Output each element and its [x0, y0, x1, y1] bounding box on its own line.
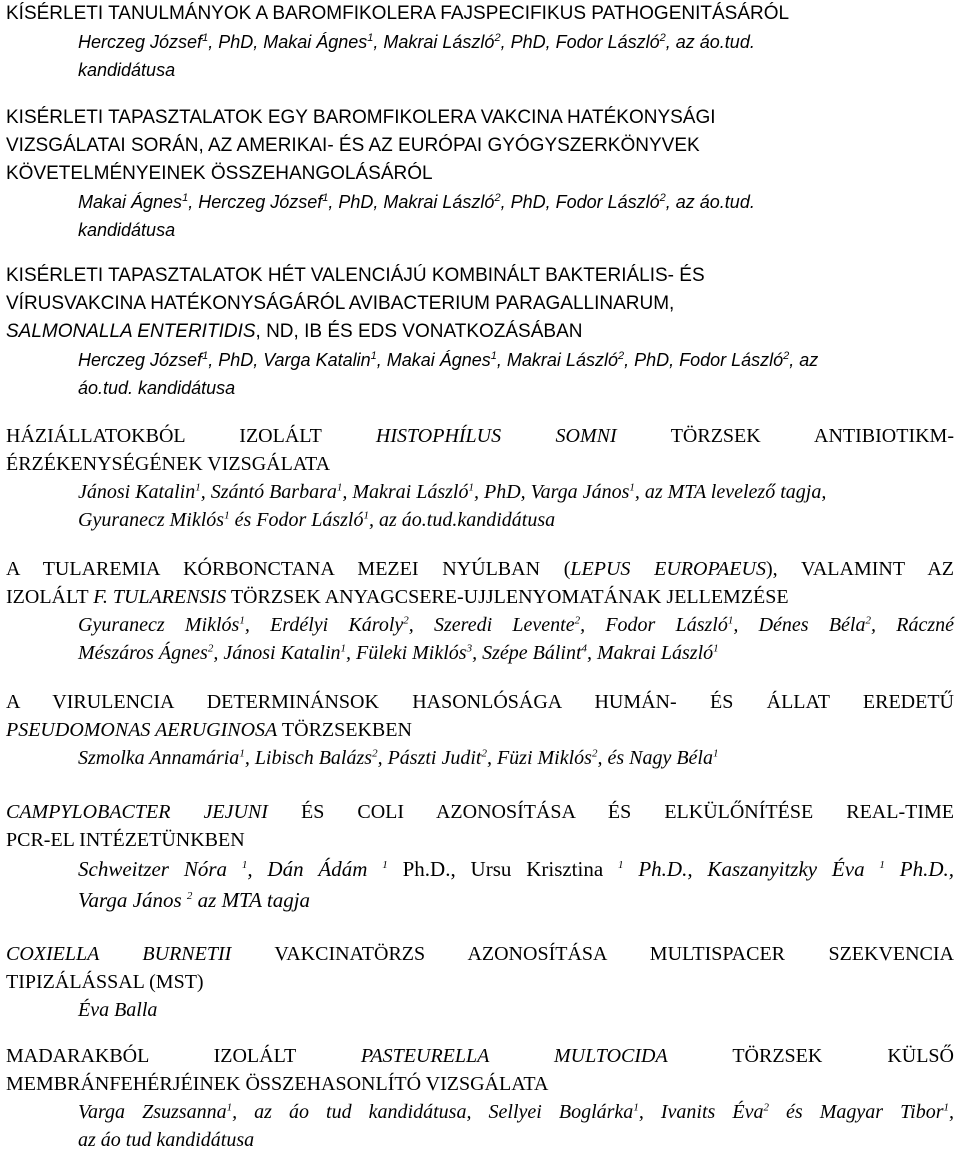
title-line: VÍRUSVAKCINA HATÉKONYSÁGÁRÓL AVIBACTERIUM PARAGALLINARUM,	[6, 293, 675, 314]
author-text: Gyuranecz Miklós	[78, 509, 225, 531]
entry-title	[6, 555, 954, 611]
authors-line	[78, 1098, 954, 1126]
author-text: , Szeredi Levente	[408, 614, 575, 636]
title-line	[6, 940, 954, 968]
affiliation-mark: 1	[633, 1101, 639, 1114]
title-line: KISÉRLETI TAPASZTALATOK HÉT VALENCIÁJÚ KOMBINÁLT BAKTERIÁLIS- ÉS	[6, 265, 705, 286]
author-text: Ph.D., Kaszanyitzky Éva	[623, 857, 880, 881]
entry-title	[6, 262, 954, 346]
authors-line: Éva Balla	[78, 999, 158, 1021]
entry-authors	[6, 744, 954, 772]
author-text: , PhD, Varga Katalin	[208, 350, 371, 370]
author-text: kandidátusa	[78, 220, 176, 240]
author-text: , Libisch Balázs	[244, 747, 373, 769]
title-text: TÖRZSEK ANTIBIOTIKM-	[670, 425, 954, 447]
authors-line	[78, 639, 954, 667]
author-text: , Dénes Béla	[733, 614, 866, 636]
author-text: , PhD, Fodor László	[500, 32, 660, 52]
affiliation-mark: 1	[713, 642, 719, 655]
author-text: és Magyar Tibor	[768, 1101, 944, 1123]
affiliation-mark: 1	[490, 350, 497, 362]
authors-line	[78, 506, 954, 534]
author-text: , az áo tud kandidátusa, Sellyei Boglárka	[232, 1101, 634, 1123]
author-text: ,	[949, 1101, 954, 1123]
species-name: CAMPYLOBACTER JEJUNI	[6, 801, 268, 823]
entry-title	[6, 0, 954, 28]
title-line	[6, 583, 954, 611]
author-text: Makai Ágnes	[78, 192, 183, 212]
title-line: TIPIZÁLÁSSAL (MST)	[6, 971, 204, 993]
title-line: ÉRZÉKENYSÉGÉNEK VIZSGÁLATA	[6, 453, 331, 475]
affiliation-mark: 1	[879, 859, 885, 871]
affiliation-mark: 2	[591, 747, 598, 760]
affiliation-mark: 3	[466, 642, 473, 655]
affiliation-mark: 2	[403, 614, 409, 627]
author-text: , az áo.tud.kandidátusa	[368, 509, 556, 531]
species-name: SALMONALLA ENTERITIDIS	[6, 321, 256, 342]
entry-authors	[6, 1098, 954, 1154]
title-text: ÉS COLI AZONOSÍTÁSA ÉS ELKÜLŐNÍTÉSE REAL-TIME	[267, 801, 954, 823]
entry-title	[6, 688, 954, 744]
entry-4	[6, 422, 954, 534]
title-text: VAKCINATÖRZS AZONOSÍTÁSA MULTISPACER SZEKVENCIA	[231, 943, 954, 965]
author-text: , Szépe Bálint	[472, 642, 582, 664]
affiliation-mark: 2	[494, 192, 501, 204]
affiliation-mark: 1	[370, 350, 377, 362]
author-text: , Makrai László	[373, 32, 495, 52]
entry-3	[6, 262, 954, 402]
author-text: , Pászti Judit	[377, 747, 482, 769]
affiliation-mark: 2	[207, 642, 214, 655]
title-line: KISÉRLETI TAPASZTALATOK EGY BAROMFIKOLERA VAKCINA HATÉKONYSÁGI	[6, 107, 716, 128]
affiliation-mark: 1	[224, 509, 230, 522]
author-text: Varga János	[78, 888, 187, 912]
authors-line	[78, 744, 954, 772]
author-text: , az	[789, 350, 819, 370]
entry-title	[6, 1042, 954, 1098]
affiliation-mark: 1	[943, 1101, 949, 1114]
entry-5	[6, 555, 954, 667]
author-text: , Füleki Miklós	[346, 642, 467, 664]
affiliation-mark: 1	[226, 1101, 233, 1114]
entry-7	[6, 798, 954, 916]
author-text: Herczeg József	[78, 32, 203, 52]
affiliation-mark: 2	[372, 747, 378, 760]
author-text: , Dán Ádám	[247, 857, 383, 881]
affiliation-mark: 1	[618, 859, 624, 871]
affiliation-mark: 1	[340, 642, 347, 655]
entry-title	[6, 422, 954, 478]
affiliation-mark: 1	[336, 481, 343, 494]
entry-title	[6, 940, 954, 996]
author-text: , PhD, Makrai László	[328, 192, 495, 212]
affiliation-mark: 2	[574, 614, 581, 627]
entry-authors	[6, 996, 954, 1024]
author-text: , Ivanits Éva	[638, 1101, 764, 1123]
entry-authors	[6, 346, 954, 402]
affiliation-mark: 1	[195, 481, 201, 494]
authors-line	[78, 854, 954, 885]
author-text: Schweitzer Nóra	[78, 857, 242, 881]
entry-authors	[6, 611, 954, 667]
author-text: , Szántó Barbara	[200, 481, 337, 503]
affiliation-mark: 1	[367, 32, 374, 44]
entry-2	[6, 104, 954, 244]
title-text: MADARAKBÓL IZOLÁLT	[6, 1045, 361, 1067]
author-text: és Fodor László	[229, 509, 364, 531]
title-line	[6, 318, 954, 346]
affiliation-mark: 2	[763, 1101, 769, 1114]
affiliation-mark: 2	[783, 350, 790, 362]
affiliation-mark: 1	[239, 747, 245, 760]
author-text: , az áo.tud.	[665, 192, 755, 212]
author-text: , Ráczné	[870, 614, 954, 636]
entry-authors	[6, 854, 954, 916]
affiliation-mark: 4	[581, 642, 588, 655]
title-line	[6, 555, 954, 583]
entry-authors	[6, 28, 954, 84]
affiliation-mark: 2	[481, 747, 487, 760]
affiliation-mark: 1	[727, 614, 734, 627]
affiliation-mark: 2	[186, 890, 193, 902]
species-name: COXIELLA BURNETII	[6, 943, 232, 965]
title-text: TÖRZSEKBEN	[277, 719, 412, 741]
title-text: HÁZIÁLLATOKBÓL IZOLÁLT	[6, 425, 376, 447]
entry-8	[6, 940, 954, 1024]
author-text: , az MTA levelező tagja,	[634, 481, 827, 503]
affiliation-mark: 1	[241, 859, 248, 871]
species-name: HISTOPHÍLUS SOMNI	[375, 425, 617, 447]
title-text: IZOLÁLT	[6, 586, 94, 608]
author-text: , PhD, Varga János	[473, 481, 630, 503]
author-text: , Makrai László	[496, 350, 618, 370]
author-text: , Fodor László	[580, 614, 728, 636]
title-text: ), VALAMINT AZ	[765, 558, 954, 580]
authors-line	[78, 478, 954, 506]
affiliation-mark: 1	[629, 481, 635, 494]
affiliation-mark: 1	[363, 509, 369, 522]
title-text: TÖRZSEK ANYAGCSERE-UJJLENYOMATÁNAK JELLEMZÉSE	[226, 586, 789, 608]
title-line: A VIRULENCIA DETERMINÁNSOK HASONLÓSÁGA HUMÁN- ÉS ÁLLAT EREDETŰ	[6, 691, 954, 713]
title-line: KÍSÉRLETI TANULMÁNYOK A BAROMFIKOLERA FAJSPECIFIKUS PATHOGENITÁSÁRÓL	[6, 3, 790, 24]
title-line	[6, 422, 954, 450]
affiliation-mark: 1	[322, 192, 329, 204]
title-line	[6, 716, 954, 744]
entry-1	[6, 0, 954, 84]
title-line	[6, 1042, 954, 1070]
affiliation-mark: 1	[382, 859, 388, 871]
species-name: LEPUS EUROPAEUS	[570, 558, 766, 580]
species-name: PSEUDOMONAS AERUGINOSA	[6, 719, 278, 741]
entry-authors	[6, 478, 954, 534]
entry-authors	[6, 188, 954, 244]
species-name: F. TULARENSIS	[93, 586, 227, 608]
author-text: , Makai Ágnes	[376, 350, 491, 370]
affiliation-mark: 1	[468, 481, 474, 494]
author-text: , az áo.tud.	[665, 32, 755, 52]
author-text: , PhD, Fodor László	[624, 350, 784, 370]
title-line: PCR-EL INTÉZETÜNKBEN	[6, 829, 245, 851]
entry-6	[6, 688, 954, 772]
author-text: , Erdélyi Károly	[244, 614, 404, 636]
entry-title	[6, 798, 954, 854]
author-text: , Makrai László	[342, 481, 469, 503]
title-line: KÖVETELMÉNYEINEK ÖSSZEHANGOLÁSÁRÓL	[6, 163, 433, 184]
author-text: , Füzi Miklós	[486, 747, 592, 769]
title-line: MEMBRÁNFEHÉRJÉINEK ÖSSZEHASONLÍTÓ VIZSGÁLATA	[6, 1073, 549, 1095]
author-text: Mészáros Ágnes	[78, 642, 208, 664]
author-text: az MTA tagja	[192, 888, 311, 912]
author-text: , PhD, Fodor László	[500, 192, 660, 212]
author-text: áo.tud. kandidátusa	[78, 378, 236, 398]
title-text: TÖRZSEK KÜLSŐ	[732, 1045, 954, 1067]
author-text: , PhD, Makai Ágnes	[208, 32, 368, 52]
affiliation-mark: 1	[202, 350, 209, 362]
author-text: Herczeg József	[78, 350, 203, 370]
author-text: kandidátusa	[78, 60, 176, 80]
author-text: Varga Zsuzsanna	[78, 1101, 227, 1123]
title-line	[6, 798, 954, 826]
entry-9	[6, 1042, 954, 1154]
title-text: , ND, IB ÉS EDS VONATKOZÁSÁBAN	[255, 321, 583, 342]
author-text: , és Nagy Béla	[597, 747, 713, 769]
affiliation-mark: 1	[202, 32, 209, 44]
title-line: VIZSGÁLATAI SORÁN, AZ AMERIKAI- ÉS AZ EURÓPAI GYÓGYSZERKÖNYVEK	[6, 135, 700, 156]
author-text: Szmolka Annamária	[78, 747, 240, 769]
author-text: , Makrai László	[587, 642, 714, 664]
affiliation-mark: 1	[239, 614, 245, 627]
title-text: A TULAREMIA KÓRBONCTANA MEZEI NYÚLBAN (	[6, 558, 571, 580]
affiliation-mark: 2	[659, 32, 666, 44]
affiliation-mark: 2	[494, 32, 501, 44]
affiliation-mark: 2	[617, 350, 625, 362]
affiliation-mark: 2	[659, 192, 666, 204]
affiliation-mark: 1	[712, 747, 719, 760]
authors-line	[78, 611, 954, 639]
affiliation-mark: 2	[865, 614, 871, 627]
author-text: Jánosi Katalin	[78, 481, 196, 503]
authors-line: az áo tud kandidátusa	[78, 1129, 255, 1151]
author-text: Ph.D., Ursu Krisztina	[387, 857, 619, 881]
author-text: Ph.D.,	[884, 857, 954, 881]
authors-line	[78, 885, 954, 916]
species-name: PASTEURELLA MULTOCIDA	[360, 1045, 668, 1067]
author-text: Gyuranecz Miklós	[78, 614, 240, 636]
author-text: , Jánosi Katalin	[213, 642, 341, 664]
author-text: , Herczeg József	[188, 192, 323, 212]
affiliation-mark: 1	[182, 192, 189, 204]
entry-title	[6, 104, 954, 188]
